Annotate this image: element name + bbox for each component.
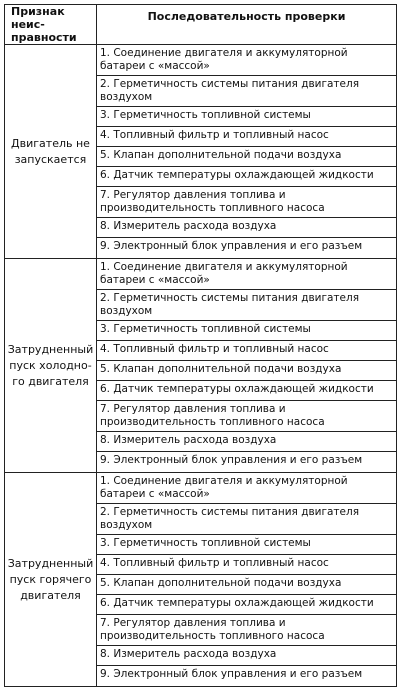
check-step: 1. Соединение двигателя и аккумуляторной батареи с «массой» (97, 259, 396, 290)
steps-cell (97, 473, 397, 687)
check-step: 1. Соединение двигателя и аккумуляторной батареи с «массой» (97, 45, 396, 76)
document-page (4, 4, 396, 678)
symptom-cell: Затрудненный пуск холодно- го двигателя (5, 259, 97, 473)
check-step: 4. Топливный фильтр и топливный насос (97, 127, 396, 147)
steps-cell (97, 45, 397, 259)
check-step: 3. Герметичность топливной системы (97, 535, 396, 555)
table-body (5, 45, 397, 687)
steps-cell (97, 259, 397, 473)
check-step: 9. Электронный блок управления и его разъем (100, 454, 363, 466)
table-row (5, 45, 397, 259)
check-step: 6. Датчик температуры охлаждающей жидкости (97, 595, 396, 615)
check-step: 8. Измеритель расхода воздуха (97, 218, 396, 238)
table-row (5, 259, 397, 473)
check-step: 4. Топливный фильтр и топливный насос (97, 341, 396, 361)
check-step: 5. Клапан дополнительной подачи воздуха (97, 147, 396, 167)
check-step: 3. Герметичность топливной системы (97, 321, 396, 341)
check-step: 5. Клапан дополнительной подачи воздуха (97, 361, 396, 381)
check-step: 6. Датчик температуры охлаждающей жидкости (97, 381, 396, 401)
check-step: 7. Регулятор давления топлива и производительность топливного насоса (97, 401, 396, 432)
table-header-row (5, 5, 397, 45)
check-step: 2. Герметичность системы питания двигателя воздухом (97, 76, 396, 107)
symptom-cell: Затрудненный пуск горячего двигателя (5, 473, 97, 687)
check-step: 4. Топливный фильтр и топливный насос (97, 555, 396, 575)
check-step: 5. Клапан дополнительной подачи воздуха (97, 575, 396, 595)
check-step: 1. Соединение двигателя и аккумуляторной батареи с «массой» (97, 473, 396, 504)
check-step: 2. Герметичность системы питания двигателя воздухом (97, 290, 396, 321)
check-step: 9. Электронный блок управления и его разъем (100, 668, 363, 680)
table-row (5, 473, 397, 687)
check-step: 6. Датчик температуры охлаждающей жидкости (97, 167, 396, 187)
check-step: 7. Регулятор давления топлива и производительность топливного насоса (97, 615, 396, 646)
diagnostic-table (4, 4, 397, 687)
check-step: 8. Измеритель расхода воздуха (97, 646, 396, 666)
symptom-cell: Двигатель не запускается (5, 45, 97, 259)
check-step: 9. Электронный блок управления и его разъем (100, 240, 363, 252)
check-step: 8. Измеритель расхода воздуха (97, 432, 396, 452)
check-step: 3. Герметичность топливной системы (97, 107, 396, 127)
header-sequence: Последовательность проверки (97, 5, 397, 45)
check-step: 7. Регулятор давления топлива и производительность топливного насоса (97, 187, 396, 218)
check-step: 2. Герметичность системы питания двигателя воздухом (97, 504, 396, 535)
header-symptom: Признак неис- правности (5, 5, 97, 45)
